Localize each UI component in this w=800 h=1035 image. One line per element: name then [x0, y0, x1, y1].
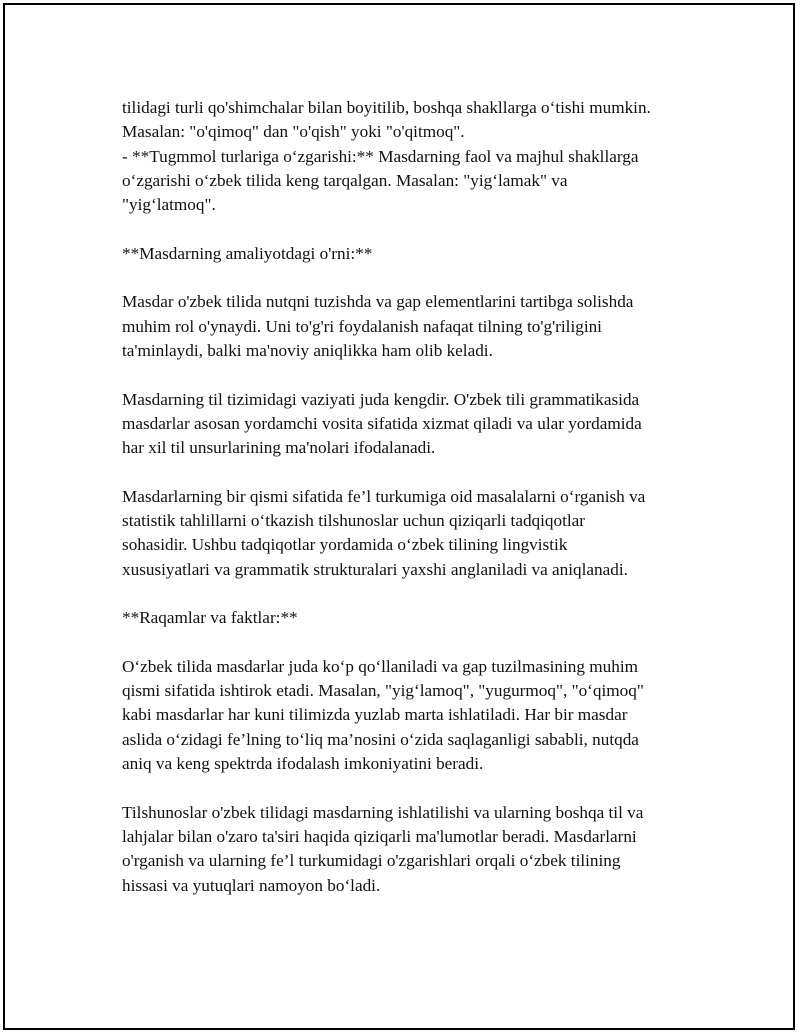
text-line: xususiyatlari va grammatik strukturalari yaxshi anglaniladi va aniqlanadi.	[122, 559, 628, 579]
heading-line: **Masdarning amaliyotdagi o'rni:**	[122, 243, 373, 263]
text-line: Masdarlarning bir qismi sifatida fe’l turkumiga oid masalalarni o‘rganish va	[122, 486, 646, 506]
paragraph	[122, 96, 712, 217]
section-heading	[122, 606, 712, 630]
text-line: kabi masdarlar har kuni tilimizda yuzlab marta ishlatiladi. Har bir masdar	[122, 705, 628, 725]
paragraph-spacer	[122, 217, 712, 241]
paragraph-spacer	[122, 582, 712, 606]
text-line: qismi sifatida ishtirok etadi. Masalan, "yig‘lamoq", "yugurmoq", "o‘qimoq"	[122, 681, 644, 701]
paragraph	[122, 655, 712, 776]
text-line: O‘zbek tilida masdarlar juda ko‘p qo‘llaniladi va gap tuzilmasining muhim	[122, 656, 638, 676]
text-line: har xil til unsurlarining ma'nolari ifodalanadi.	[122, 438, 436, 458]
text-line: statistik tahlillarni o‘tkazish tilshunoslar uchun qiziqarli tadqiqotlar	[122, 511, 586, 531]
text-line: Masdarning til tizimidagi vaziyati juda kengdir. O'zbek tili grammatikasida	[122, 389, 640, 409]
paragraph	[122, 388, 712, 461]
text-line: Masdar o'zbek tilida nutqni tuzishda va gap elementlarini tartibga solishda	[122, 292, 634, 312]
paragraph-spacer	[122, 363, 712, 387]
text-line: ta'minlaydi, balki ma'noviy aniqlikka ham olib keladi.	[122, 340, 493, 360]
text-line: o‘zgarishi o‘zbek tilida keng tarqalgan. Masalan: "yig‘lamak" va	[122, 170, 568, 190]
text-line: "yig‘latmoq".	[122, 195, 216, 215]
text-line: - **Tugmmol turlariga o‘zgarishi:** Masdarning faol va majhul shakllarga	[122, 146, 639, 166]
paragraph-spacer	[122, 266, 712, 290]
heading-line: **Raqamlar va faktlar:**	[122, 608, 298, 628]
text-line: o'rganish va ularning fe’l turkumidagi o'zgarishlari orqali o‘zbek tilining	[122, 851, 621, 871]
text-line: Tilshunoslar o'zbek tilidagi masdarning ishlatilishi va ularning boshqa til va	[122, 802, 644, 822]
text-line: Masalan: "o'qimoq" dan "o'qish" yoki "o'qitmoq".	[122, 122, 465, 142]
text-line: masdarlar asosan yordamchi vosita sifatida xizmat qiladi va ular yordamida	[122, 413, 642, 433]
section-heading	[122, 242, 712, 266]
text-line: aslida o‘zidagi fe’lning to‘liq ma’nosini o‘zida saqlaganligi sababli, nutqda	[122, 729, 639, 749]
text-line: sohasidir. Ushbu tadqiqotlar yordamida o‘zbek tilining lingvistik	[122, 535, 568, 555]
document-body	[122, 96, 712, 898]
paragraph-spacer	[122, 631, 712, 655]
text-line: lahjalar bilan o'zaro ta'siri haqida qiziqarli ma'lumotlar beradi. Masdarlarni	[122, 826, 637, 846]
paragraph-spacer	[122, 460, 712, 484]
text-line: muhim rol o'ynaydi. Uni to'g'ri foydalanish nafaqat tilning to'g'riligini	[122, 316, 602, 336]
page-frame	[3, 3, 795, 1030]
paragraph	[122, 801, 712, 898]
text-line: tilidagi turli qo'shimchalar bilan boyitilib, boshqa shakllarga o‘tishi mumkin.	[122, 98, 651, 117]
paragraph	[122, 290, 712, 363]
text-line: hissasi va yutuqlari namoyon bo‘ladi.	[122, 875, 381, 895]
text-line: aniq va keng spektrda ifodalash imkoniyatini beradi.	[122, 754, 484, 774]
paragraph-spacer	[122, 776, 712, 800]
paragraph	[122, 485, 712, 582]
